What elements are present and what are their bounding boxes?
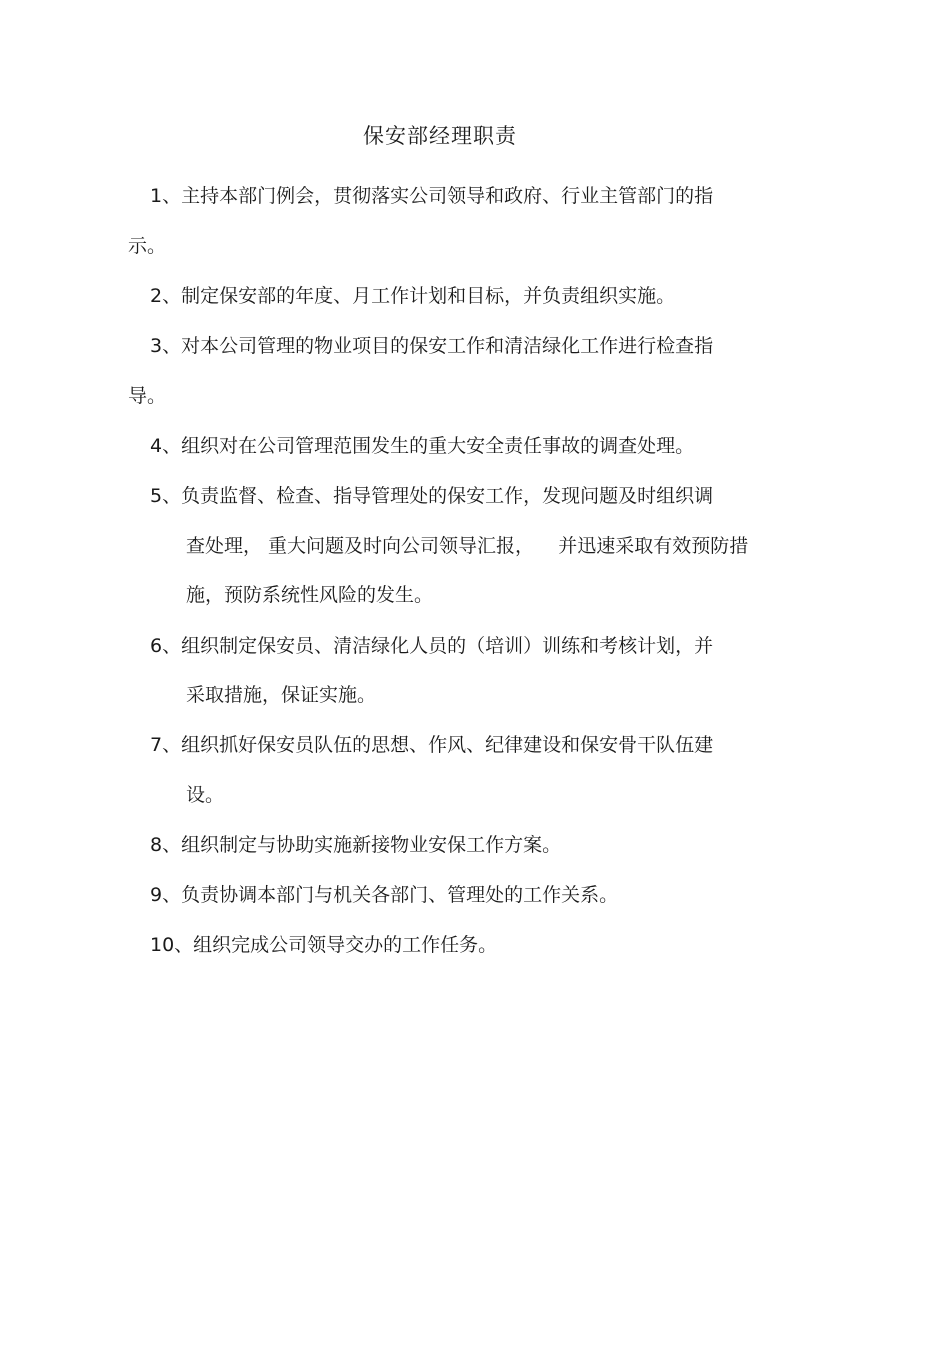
duty-line-6: 6、组织制定保安员、清洁绿化人员的（培训）训练和考核计划，并 bbox=[150, 635, 714, 657]
duty-line-1: 1、主持本部门例会，贯彻落实公司领导和政府、行业主管部门的指 bbox=[150, 185, 714, 207]
duty-line-3-cont: 导。 bbox=[128, 385, 167, 407]
duty-line-2: 2、制定保安部的年度、月工作计划和目标，并负责组织实施。 bbox=[150, 285, 676, 307]
duty-line-9: 9、负责协调本部门与机关各部门、管理处的工作关系。 bbox=[150, 884, 619, 906]
duty-line-1-cont: 示。 bbox=[128, 235, 167, 257]
duty-line-4: 4、组织对在公司管理范围发生的重大安全责任事故的调查处理。 bbox=[150, 435, 695, 457]
duty-line-7: 7、组织抓好保安员队伍的思想、作风、纪律建设和保安骨干队伍建 bbox=[150, 734, 714, 756]
document-title: 保安部经理职责 bbox=[363, 124, 517, 148]
duty-line-3: 3、对本公司管理的物业项目的保安工作和清洁绿化工作进行检查指 bbox=[150, 335, 714, 357]
duty-line-5-cont-2: 施，预防系统性风险的发生。 bbox=[186, 584, 434, 606]
duty-line-6-cont: 采取措施，保证实施。 bbox=[186, 684, 377, 706]
duty-line-10: 10、组织完成公司领导交办的工作任务。 bbox=[150, 934, 498, 956]
duty-line-5: 5、负责监督、检查、指导管理处的保安工作，发现问题及时组织调 bbox=[150, 485, 714, 507]
duty-line-8: 8、组织制定与协助实施新接物业安保工作方案。 bbox=[150, 834, 562, 856]
duty-line-7-cont: 设。 bbox=[186, 784, 225, 806]
duty-line-5-cont-1: 查处理， 重大问题及时向公司领导汇报， 并迅速采取有效预防措 bbox=[186, 535, 749, 557]
